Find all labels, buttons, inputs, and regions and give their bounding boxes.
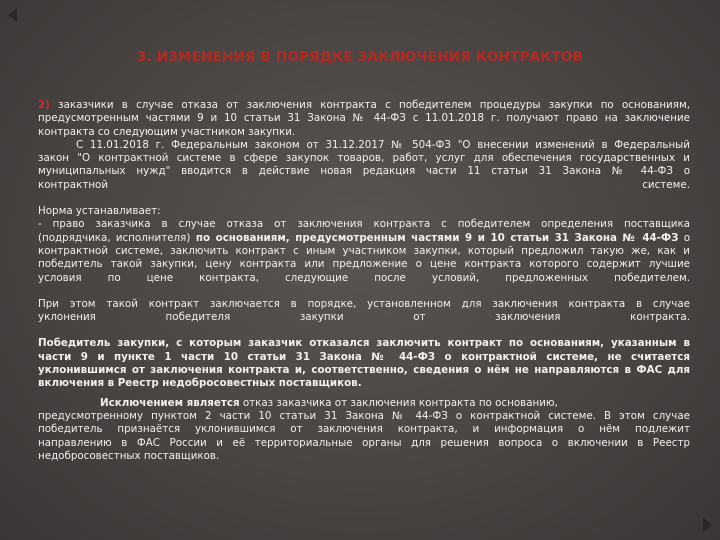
para1-marker: 2) [38, 99, 50, 111]
para1-line3: контракта со следующим участником закупки. [38, 125, 296, 138]
para5-line1: Победитель закупки, с которым заказчик отказался заключить контракт по основаниям, указанным в [38, 337, 690, 350]
para4-line1: При этом такой контракт заключается в порядке, установленном для заключения контракта в случае [38, 297, 690, 310]
para3-line5: условия по цене контракта, следующие после условий, предложенных победителем. [38, 271, 690, 284]
slide-body [38, 99, 690, 463]
para3-line4: победитель такой закупки, цену контракта или предложение о цене контракта которого содержит лучшие [38, 258, 690, 271]
para6-line1: Исключением является отказ заказчика от заключения контракта по основанию, [100, 396, 558, 409]
para1-line1: 2) заказчики в случае отказа от заключения контракта с победителем процедуры закупки по основаниям, [38, 99, 690, 111]
spacer [38, 285, 690, 298]
para2-line4: контрактной системе. [38, 178, 690, 191]
para5-line3: уклонившимся от заключения контракта и, соответственно, сведения о нём не направляются в ФАС для [38, 364, 690, 377]
spacer [38, 192, 690, 205]
para1-line2: предусмотренным частями 9 и 10 статьи 31 Закона № 44-ФЗ с 11.01.2018 г. получают право на заключение [38, 112, 690, 125]
corner-arrow-bottom-right-icon [703, 518, 712, 532]
para6-line2: предусмотренному пунктом 2 части 10 статьи 31 Закона № 44-ФЗ о контрактной системе. В этом случае [38, 409, 690, 422]
para2-line2: закон "О контрактной системе в сфере закупок товаров, работ, услуг для обеспечения государственных и [38, 152, 690, 165]
para5-line2: части 9 и пункте 1 части 10 статьи 31 Закона № 44-ФЗ о контрактной системе, не считается [38, 350, 690, 363]
para3-line2: (подрядчика, исполнителя) по основаниям, предусмотренным частями 9 и 10 статьи 31 Закона № 44-ФЗ о [38, 231, 690, 244]
para5-line4: включения в Реестр недобросовестных поставщиков. [38, 377, 362, 390]
para6-line4: направлению в ФАС России и её территориальные органы для решения вопроса о включении в Реестр [38, 436, 690, 449]
slide-title: 3. ИЗМЕНЕНИЯ В ПОРЯДКЕ ЗАКЛЮЧЕНИЯ КОНТРАКТОВ [136, 49, 584, 65]
spacer [38, 324, 690, 337]
para6-line5: недобросовестных поставщиков. [38, 449, 220, 462]
para2-line3: муниципальных нужд" вводится в действие новая редакция части 11 статьи 31 Закона № 44-ФЗ о [38, 165, 690, 178]
para6-line3: победитель признаётся уклонившимся от заключения контракта, и информация о нём подлежит [38, 423, 690, 436]
para3-line3: контрактной системе, заключить контракт с иным участником закупки, который предложил такую же, как и [38, 244, 690, 257]
corner-arrow-top-left-icon [8, 8, 17, 22]
para2-line1: С 11.01.2018 г. Федеральным законом от 31.12.2017 № 504-ФЗ "О внесении изменений в Федеральный [76, 138, 690, 151]
para3-line1: - право заказчика в случае отказа от заключения контракта с победителем определения поставщика [38, 218, 690, 231]
para3-heading: Норма устанавливает: [38, 205, 161, 218]
para4-line2: уклонения победителя закупки от заключения контракта. [38, 311, 690, 324]
